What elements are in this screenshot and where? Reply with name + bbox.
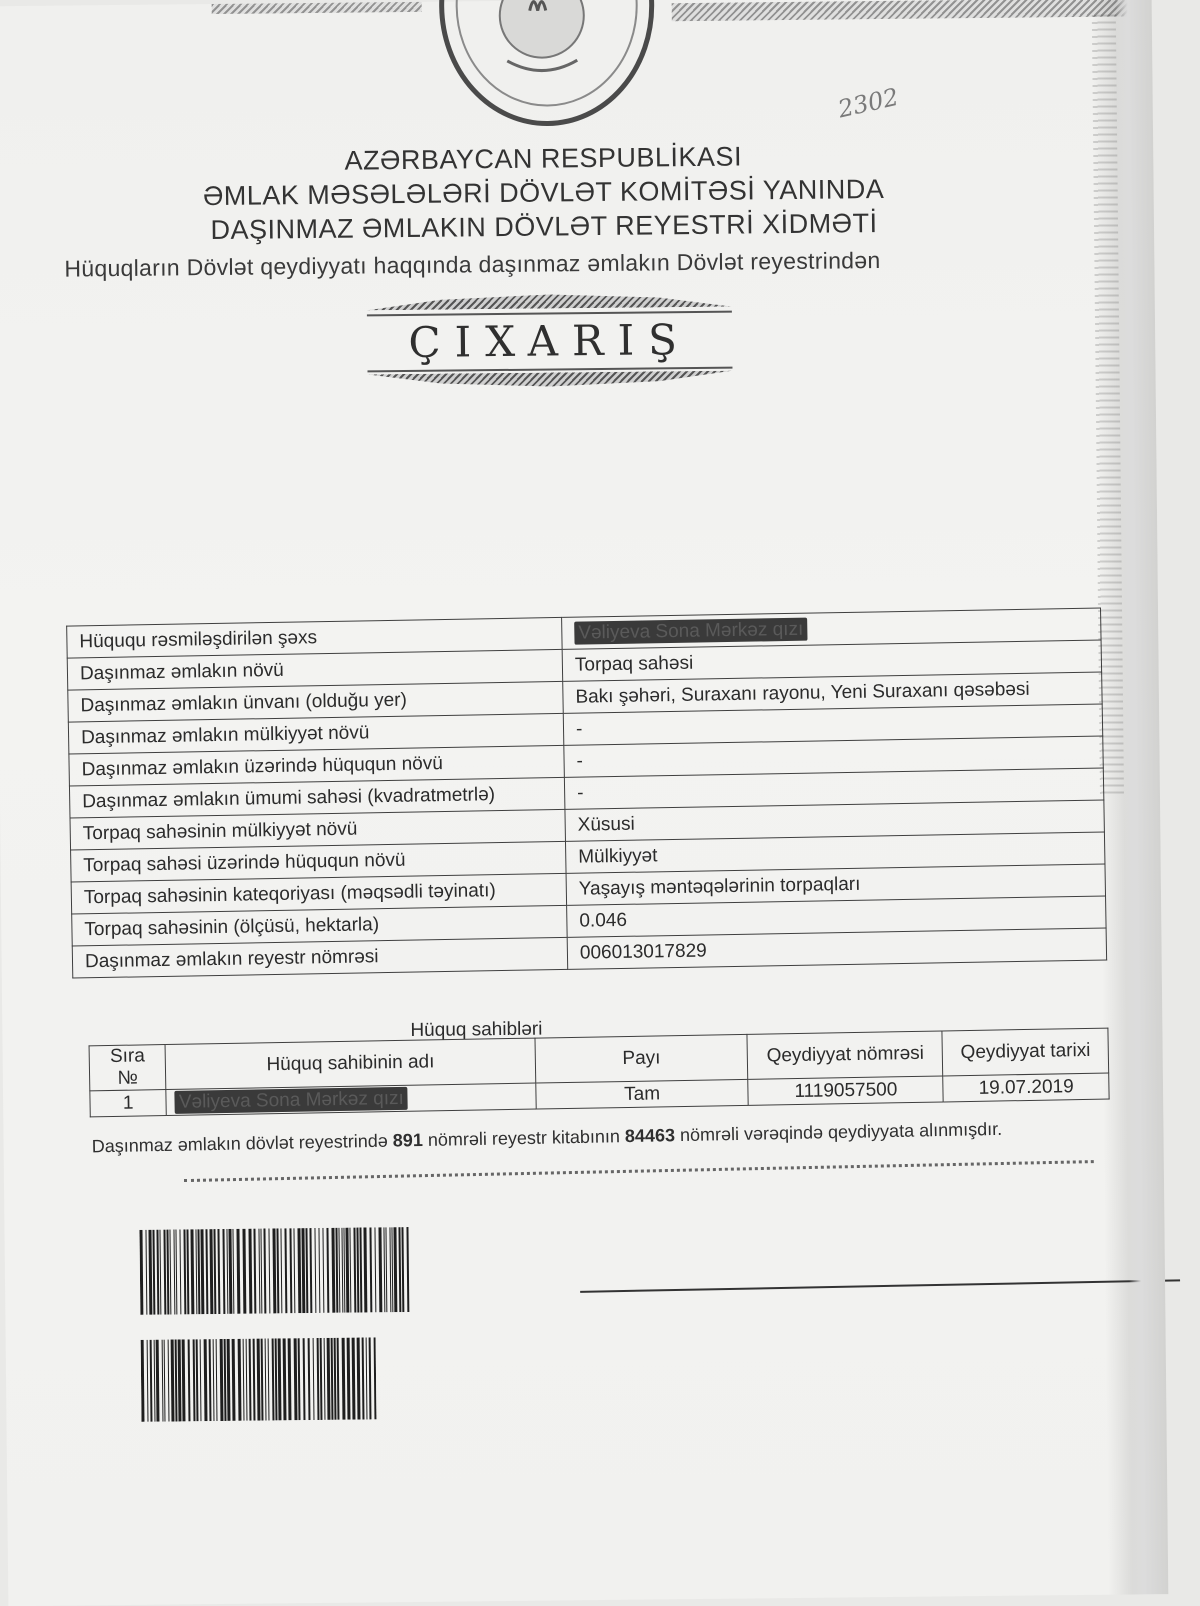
barcode-bar [322,1228,324,1313]
barcode-bar [164,1340,166,1422]
barcode-bar [242,1229,246,1314]
barcode-bar [205,1229,208,1314]
barcode-bar [154,1340,156,1422]
barcode-bar [249,1339,252,1421]
barcode-bar [366,1337,368,1419]
barcode-bar [337,1338,340,1420]
barcode-bar [383,1227,385,1312]
barcode-bar [162,1340,164,1422]
property-label: Daşınmaz əmlakın mülkiyyət növü [68,713,563,754]
barcode-bar [173,1229,175,1314]
barcode-bar [217,1229,220,1314]
barcode-bar [378,1227,382,1312]
col-header-reg-date: Qeydiyyat tarixi [942,1028,1108,1076]
barcode-bar [246,1339,248,1421]
col-header-no: Sıra № [89,1045,166,1091]
barcode-bar [357,1338,361,1420]
barcode-bar [209,1339,212,1421]
property-value-redacted: Vəliyeva Sona Mərkəz qızı [574,617,807,644]
barcode-bar [190,1229,194,1314]
barcode-bar [163,1230,166,1315]
barcode-bar [272,1228,276,1313]
owner-reg-date: 19.07.2019 [943,1073,1109,1102]
property-value: Yaşayış məntəqələrinin torpaqları [578,873,861,900]
header-line-2: ƏMLAK MƏSƏLƏLƏRİ DÖVLƏT KOMİTƏSİ YANINDA [202,173,885,212]
barcode-bar [393,1227,397,1312]
barcode-bar [263,1229,266,1314]
barcode-bar [359,1228,362,1313]
property-value: - [575,718,583,740]
barcode-bar [156,1230,159,1315]
barcode-bar [301,1228,305,1313]
barcode-bar [327,1338,331,1420]
barcode-bar [168,1340,170,1422]
barcode-bar [298,1338,301,1420]
barcode-bar [182,1339,186,1421]
dotted-line [184,1160,1094,1182]
barcode-bar [293,1228,295,1313]
property-value: - [576,782,584,804]
col-header-share: Payı [535,1034,748,1083]
barcode-bar [226,1229,228,1314]
barcode-bar [342,1338,346,1420]
register-page-number: 84463 [624,1125,676,1147]
barcode-bar [257,1339,261,1421]
barcode-bar [288,1338,292,1420]
barcode-bar [200,1339,202,1421]
barcode-bar [175,1339,178,1421]
barcode-bar [331,1228,335,1313]
barcode-bar [326,1228,329,1313]
barcode-bar [389,1227,391,1312]
barcode-bar [179,1229,181,1314]
property-label: Torpaq sahəsinin (ölçüsü, hektarla) [72,905,567,946]
barcode-bar [374,1337,377,1419]
property-label: Daşınmaz əmlakın ünvanı (olduğu yer) [68,681,563,722]
owner-no: 1 [90,1090,167,1117]
col-header-reg-no: Qeydiyyat nömrəsi [747,1031,943,1079]
barcode-bar [353,1228,356,1313]
barcode-bar [258,1229,260,1314]
barcode-bar [236,1229,240,1314]
barcode-bar [197,1229,200,1314]
barcode-bar [238,1339,242,1421]
barcode-bar [324,1338,326,1420]
barcode-bar [391,1227,393,1312]
barcode-bar [209,1229,213,1314]
barcode-bar [283,1338,287,1420]
barcode-bar [224,1339,227,1421]
property-label: Daşınmaz əmlakın növü [67,649,562,690]
barcode-bar [369,1337,372,1419]
barcode-bar [195,1229,197,1314]
owner-name-cell [166,1083,536,1115]
barcode-bar [317,1338,320,1420]
barcode-bar [268,1228,270,1313]
barcode-bar [406,1227,409,1312]
barcode-bar [343,1228,345,1313]
barcode-bar [200,1229,204,1314]
barcode-bar [248,1229,252,1314]
barcode-bar [289,1228,292,1313]
property-value: 006013017829 [579,939,707,964]
note-part-3: nömrəli vərəqində qeydiyyata alınmışdır. [679,1118,1003,1146]
property-value: 0.046 [579,909,628,932]
barcode-bar [147,1340,149,1422]
barcode-bar [349,1228,351,1313]
barcode-bar [171,1339,175,1421]
signature-line [580,1279,1180,1293]
barcode-bar [318,1228,320,1313]
barcode-bar [220,1339,224,1421]
registration-note [91,1114,1091,1159]
barcode-bar [193,1339,196,1421]
property-value: Bakı şəhəri, Suraxanı rayonu, Yeni Suraxanı qəsəbəsi [575,678,1030,708]
property-value: Xüsusi [577,813,635,836]
owner-reg-no: 1119057500 [748,1076,943,1105]
barcode-bar [308,1338,311,1420]
state-emblem-icon [431,0,663,132]
barcode-bar [341,1228,343,1313]
register-book-number: 891 [392,1129,424,1151]
note-part-1: Daşınmaz əmlakın dövlət reyestrində [91,1130,388,1157]
barcode-bar [313,1338,315,1420]
barcode-bar [385,1227,387,1312]
property-label: Hüququ rəsmiləşdirilən şəxs [67,617,562,658]
barcode-bar [159,1230,161,1315]
barcode-bar [232,1229,234,1314]
owners-title: Hüquq sahibləri [410,1018,543,1041]
property-label: Daşınmaz əmlakın ümumi sahəsi (kvadratmetrlə) [69,777,564,818]
barcode-bar [276,1228,279,1313]
owner-name: Vəliyeva Sona Mərkəz qızı [175,1086,408,1113]
barcode-bar [320,1338,323,1420]
barcode-bar [345,1228,349,1313]
barcode-bar [152,1230,155,1315]
barcode-bar [178,1339,182,1421]
barcode-bar [374,1227,376,1312]
barcode-bar [334,1338,337,1420]
property-label: Torpaq sahəsinin kateqoriyası (məqsədli təyinatı) [71,873,566,914]
property-value: Mülkiyyət [578,844,658,868]
barcode-bar [362,1338,365,1420]
barcode-bar [204,1339,208,1421]
barcode-bar [272,1338,275,1420]
barcode-bar [331,1338,334,1420]
document-subtitle: Hüquqların Dövlət qeydiyyatı haqqında daşınmaz əmlakın Dövlət reyestrindən [64,247,881,282]
banner-ornament-bottom [368,371,733,389]
barcode-bar [216,1339,218,1421]
banner-ornament-top [367,293,732,311]
barcode-bar [347,1338,351,1420]
barcode-bar [309,1228,312,1313]
barcode-bar [253,1339,256,1421]
barcode-bar [294,1338,298,1420]
barcode-bar [156,1340,160,1422]
barcode-bar [166,1230,169,1315]
barcode-bar [227,1339,231,1421]
header-line-1: AZƏRBAYCAN RESPUBLİKASI [344,141,743,176]
barcode-bar [268,1338,270,1420]
col-header-name: Hüquq sahibinin adı [165,1038,535,1089]
owner-share: Tam [536,1079,749,1109]
barcode-bar [175,1229,177,1314]
barcode-bar [232,1339,236,1421]
barcode-bar [401,1227,404,1312]
barcode-bar [141,1340,145,1422]
barcode-bar [338,1228,340,1313]
top-ornament-right [672,0,1132,21]
barcode-bar [253,1229,256,1314]
barcode-bar [243,1339,245,1421]
barcode-bar [297,1228,301,1313]
barcode-bar [265,1339,267,1421]
barcode-bar [314,1228,316,1313]
barcode-bar [139,1230,143,1315]
barcode-bar [196,1339,199,1421]
barcode-bar [352,1338,356,1420]
barcode-bar [305,1228,308,1313]
barcode-bar [369,1227,372,1312]
barcode-bar [280,1228,282,1313]
property-value: Torpaq sahəsi [574,652,694,676]
barcode-bar [356,1228,359,1313]
header-line-3: DAŞINMAZ ƏMLAKIN DÖVLƏT REYESTRİ XİDMƏTİ [210,208,878,246]
property-label: Torpaq sahəsinin mülkiyyət növü [70,809,565,850]
barcode-bar [260,1229,262,1314]
barcode-bar [150,1340,153,1422]
barcode-bar [278,1338,282,1420]
title-banner [367,291,733,400]
property-label: Daşınmaz əmlakın reyestr nömrəsi [72,937,567,978]
barcode-bar [222,1229,225,1314]
barcode-bar [148,1230,152,1315]
owners-table [89,1028,1110,1118]
barcode-bar [398,1227,401,1312]
barcode-2-icon [141,1337,377,1421]
property-value: - [576,750,584,772]
barcode-bar [186,1229,189,1314]
property-label: Torpaq sahəsi üzərində hüququn növü [71,841,566,882]
handwritten-note: 2302 [835,82,902,124]
barcode-bar [261,1339,264,1421]
barcode-bar [145,1230,147,1315]
property-label: Daşınmaz əmlakın üzərində hüququn növü [69,745,564,786]
document-title: ÇIXARIŞ [408,315,692,367]
barcode-bar [275,1338,278,1420]
barcode-bar [228,1229,232,1314]
barcode-bar [363,1227,367,1312]
barcode-bar [183,1229,186,1314]
barcode-1-icon [139,1227,410,1315]
top-ornament-left [212,2,422,14]
barcode-bar [169,1230,171,1315]
barcode-bar [188,1339,191,1421]
barcode-bar [213,1339,215,1421]
note-part-2: nömrəli reyestr kitabının [427,1126,621,1150]
barcode-bar [213,1229,216,1314]
property-details-table [66,608,1107,979]
barcode-bar [335,1228,338,1313]
barcode-bar [284,1228,287,1313]
barcode-bar [303,1338,306,1420]
